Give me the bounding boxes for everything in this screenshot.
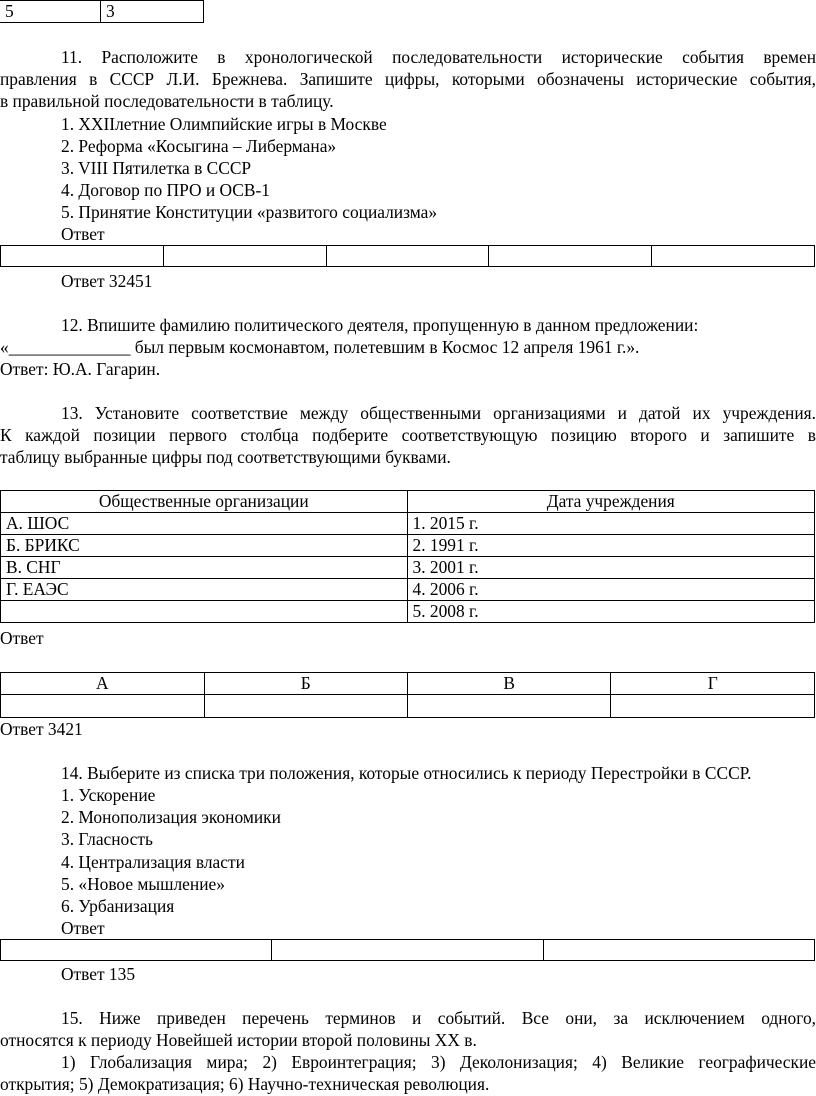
top-table-cell-1: 5 <box>0 1 101 23</box>
answer-letter: В <box>407 673 611 695</box>
table-cell: 3. 2001 г. <box>407 557 814 579</box>
answer-cell[interactable] <box>489 246 652 267</box>
table-cell: 5. 2008 г. <box>407 601 814 623</box>
q11-answer-table <box>0 245 815 267</box>
q12-answer: Ответ: Ю.А. Гагарин. <box>0 359 161 379</box>
q12-line-1: 12. Впишите фамилию политического деятеля, пропущенную в данном предложении: <box>61 315 699 335</box>
q13-line-2: К каждой позиции первого столбца подберите соответствующую позицию второго и запишите в <box>0 425 816 445</box>
q11-item: 1. XXIIлетние Олимпийские игры в Москве <box>61 114 387 134</box>
answer-cell[interactable] <box>163 246 326 267</box>
answer-cell[interactable] <box>204 695 407 718</box>
q14-item: 6. Урбанизация <box>61 896 175 916</box>
answer-cell[interactable] <box>1 695 205 718</box>
table-cell <box>1 601 408 623</box>
table-cell: 2. 1991 г. <box>407 535 814 557</box>
table-cell: А. ШОС <box>1 513 408 535</box>
q14-item: 2. Монополизация экономики <box>61 807 281 827</box>
answer-cell[interactable] <box>407 695 611 718</box>
answer-cell[interactable] <box>1 246 164 267</box>
answer-cell[interactable] <box>611 695 815 718</box>
top-answer-table <box>0 0 204 23</box>
table-cell: 1. 2015 г. <box>407 513 814 535</box>
answer-cell[interactable] <box>543 940 814 961</box>
q11-intro-line-3: в правильной последовательности в таблицу. <box>0 91 334 111</box>
q13-answer-table <box>0 672 815 718</box>
q11-answer-value: Ответ 32451 <box>61 271 153 291</box>
q11-item: 5. Принятие Конституции «развитого социализма» <box>61 202 438 222</box>
q11-intro-line-2: правления в СССР Л.И. Брежнева. Запишите цифры, которыми обозначены исторические события, <box>0 69 816 89</box>
table-cell: В. СНГ <box>1 557 408 579</box>
top-table-cell-2: 3 <box>101 1 204 23</box>
q15-line-2: относятся к периоду Новейшей истории второй половины XX в. <box>0 1030 477 1050</box>
q15-line-1: 15. Ниже приведен перечень терминов и событий. Все они, за исключением одного, <box>61 1008 816 1028</box>
q11-intro-line-1: 11. Расположите в хронологической последовательности исторические события времен <box>61 47 816 67</box>
q11-answer-label: Ответ <box>61 224 105 244</box>
answer-letter: Б <box>204 673 407 695</box>
answer-letter: Г <box>611 673 815 695</box>
q14-answer-value: Ответ 135 <box>61 964 136 984</box>
answer-cell[interactable] <box>652 246 815 267</box>
q14-item: 5. «Новое мышление» <box>61 874 225 894</box>
q12-line-2: «______________ был первым космонавтом, полетевшим в Космос 12 апреля 1961 г.». <box>0 337 640 357</box>
table-cell: 4. 2006 г. <box>407 579 814 601</box>
q11-item: 4. Договор по ПРО и ОСВ-1 <box>61 180 270 200</box>
q14-answer-label: Ответ <box>61 918 105 938</box>
q15-line-4: открытия; 5) Демократизация; 6) Научно-техническая революция. <box>0 1074 490 1094</box>
answer-cell[interactable] <box>326 246 489 267</box>
table-cell: Б. БРИКС <box>1 535 408 557</box>
table-header: Дата учреждения <box>407 491 814 513</box>
q11-item: 2. Реформа «Косыгина – Либермана» <box>61 136 337 156</box>
q14-line-1: 14. Выберите из списка три положения, которые относились к периоду Перестройки в СССР. <box>61 763 752 783</box>
q13-answer-label: Ответ <box>0 628 44 648</box>
answer-cell[interactable] <box>1 940 272 961</box>
q14-item: 4. Централизация власти <box>61 852 245 872</box>
q13-line-3: таблицу выбранные цифры под соответствующими буквами. <box>0 447 451 467</box>
q14-item: 3. Гласность <box>61 829 153 849</box>
q13-line-1: 13. Установите соответствие между общественными организациями и датой их учреждения. <box>61 403 816 423</box>
table-cell: Г. ЕАЭС <box>1 579 408 601</box>
answer-letter: А <box>1 673 205 695</box>
q14-item: 1. Ускорение <box>61 785 156 805</box>
table-header: Общественные организации <box>1 491 408 513</box>
q13-answer-value: Ответ 3421 <box>0 719 83 739</box>
q15-line-3: 1) Глобализация мира; 2) Евроинтеграция; 3) Деколонизация; 4) Великие географические <box>61 1052 816 1072</box>
q13-matching-table <box>0 490 815 623</box>
q14-answer-table <box>0 939 815 961</box>
answer-cell[interactable] <box>272 940 543 961</box>
q11-item: 3. VIII Пятилетка в СССР <box>61 158 252 178</box>
